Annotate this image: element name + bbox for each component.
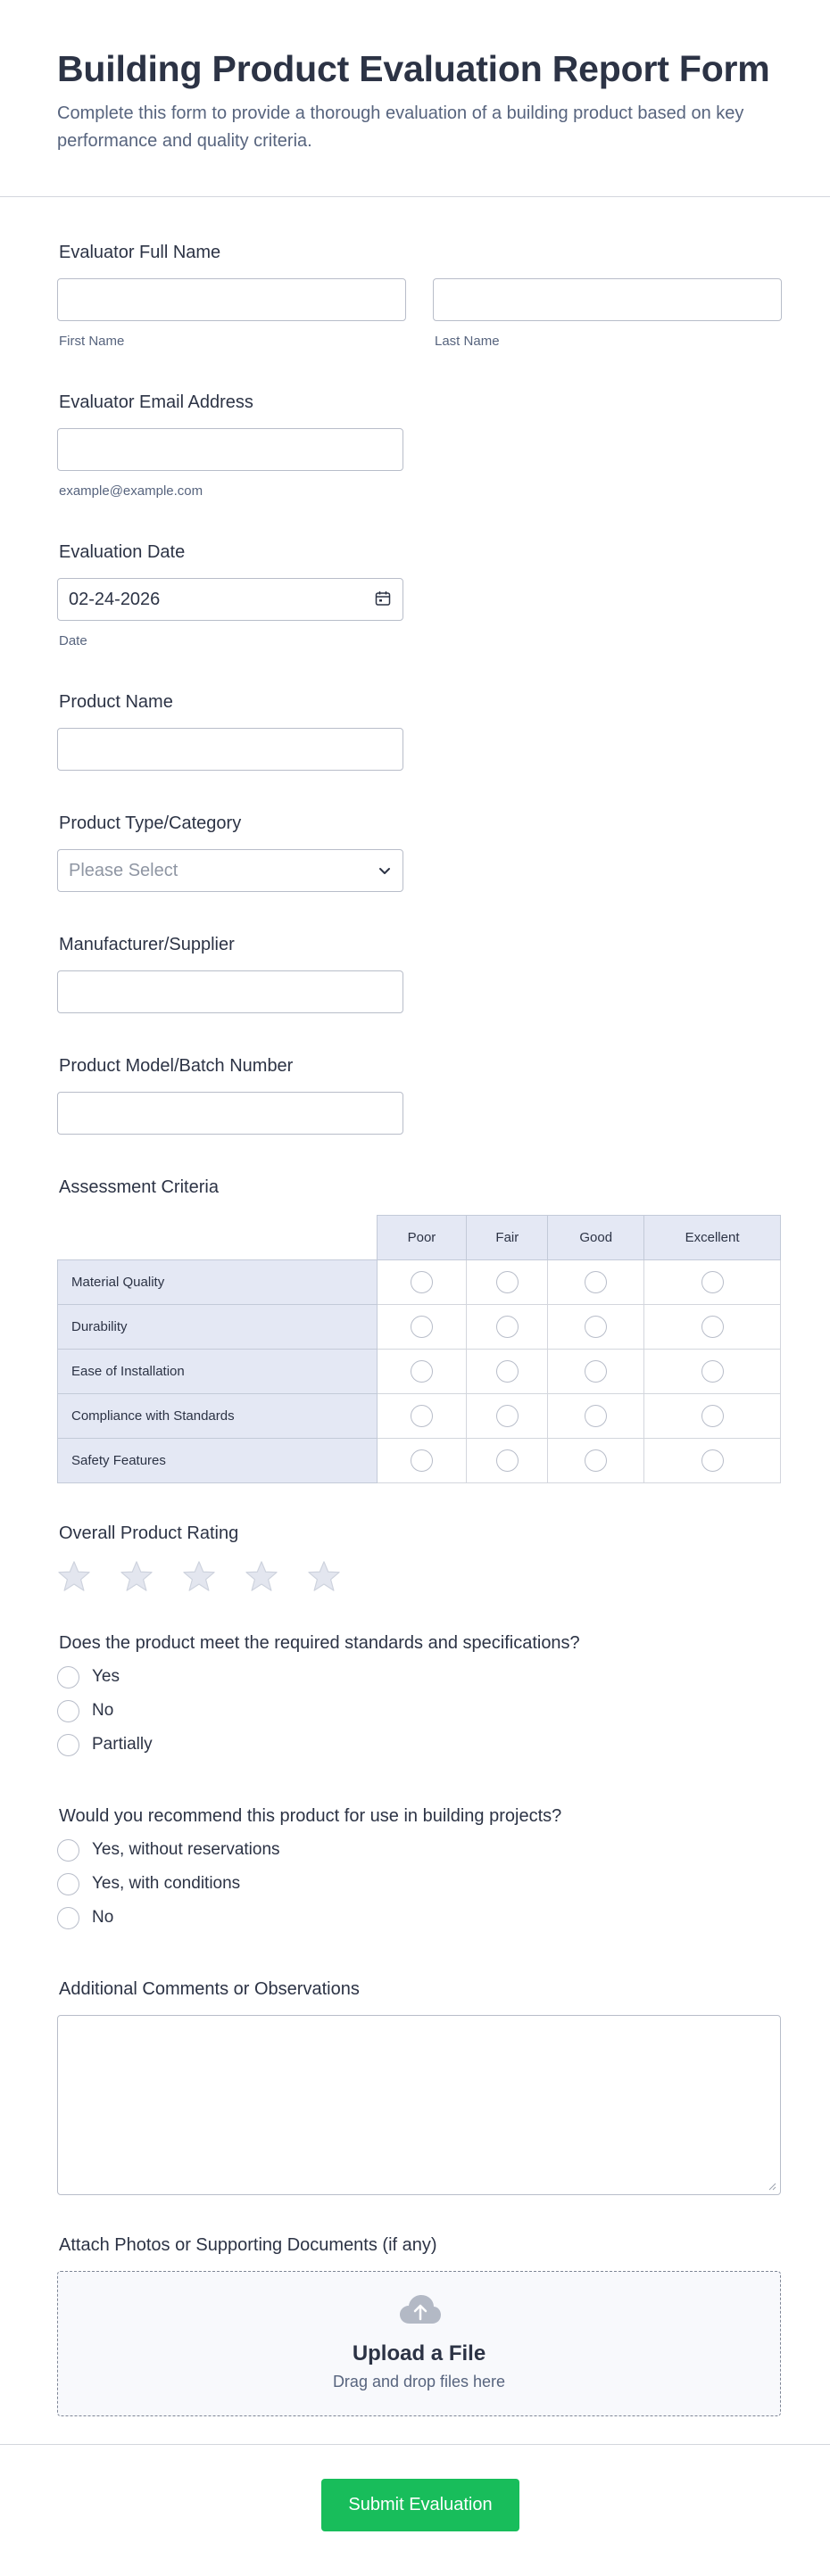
option-label: Partially [92,1735,153,1754]
product-name-input[interactable] [57,728,403,771]
option-label: Yes, without reservations [92,1840,280,1859]
matrix-radio[interactable] [411,1360,433,1383]
manufacturer-field [57,933,403,1013]
calendar-icon[interactable] [375,590,391,607]
assessment-label: Assessment Criteria [59,1177,219,1197]
form-subtitle: Complete this form to provide a thorough evaluation of a building product based on key performance and quality criteria. [57,103,744,151]
radio-button[interactable] [57,1666,79,1688]
matrix-row [58,1394,781,1439]
matrix-row-label: Durability [58,1305,378,1350]
email-field [57,391,403,500]
recommend-option-without-reservations[interactable] [57,1833,561,1867]
evaluation-date-label: Evaluation Date [59,542,186,562]
matrix-row-label: Ease of Installation [58,1350,378,1394]
option-label: Yes, with conditions [92,1874,241,1893]
evaluation-date-field [57,541,403,649]
product-name-field [57,690,403,771]
chevron-down-icon [378,863,392,878]
model-batch-field [57,1054,403,1135]
standards-label: Does the product meet the required standards and specifications? [59,1633,580,1653]
matrix-radio[interactable] [585,1449,607,1472]
product-name-label: Product Name [59,692,173,712]
matrix-radio[interactable] [496,1316,519,1338]
recommend-options [57,1833,561,1935]
radio-button[interactable] [57,1839,79,1862]
product-type-select[interactable] [57,849,403,892]
product-type-placeholder: Please Select [69,861,178,880]
matrix-column-excellent: Excellent [644,1216,781,1260]
recommend-option-no[interactable] [57,1901,561,1935]
matrix-row-label: Material Quality [58,1260,378,1305]
first-name-sublabel: First Name [59,334,125,349]
matrix-radio[interactable] [585,1271,607,1293]
option-label: No [92,1701,114,1720]
option-label: No [92,1908,114,1927]
standards-field [57,1631,580,1762]
standards-options [57,1660,580,1762]
attachments-label: Attach Photos or Supporting Documents (if any) [59,2235,437,2255]
model-batch-input[interactable] [57,1092,403,1135]
upload-title: Upload a File [352,2341,486,2365]
matrix-radio[interactable] [496,1360,519,1383]
comments-label: Additional Comments or Observations [59,1979,360,1999]
star-rating [57,1559,341,1593]
form-header [0,0,830,197]
resize-grip-icon[interactable] [768,2182,776,2191]
matrix-radio[interactable] [411,1449,433,1472]
recommend-option-with-conditions[interactable] [57,1867,561,1901]
matrix-column-good: Good [548,1216,644,1260]
matrix-radio[interactable] [701,1271,724,1293]
matrix-radio[interactable] [411,1316,433,1338]
matrix-radio[interactable] [701,1316,724,1338]
manufacturer-label: Manufacturer/Supplier [59,935,235,954]
matrix-radio[interactable] [701,1449,724,1472]
product-type-field [57,812,403,892]
standards-option-partially[interactable] [57,1728,580,1762]
radio-button[interactable] [57,1907,79,1929]
matrix-row-label: Compliance with Standards [58,1394,378,1439]
upload-dropzone[interactable] [57,2271,781,2416]
submit-button[interactable]: Submit Evaluation [321,2479,519,2531]
star-icon[interactable] [245,1559,278,1593]
attachments-field [57,2233,781,2416]
rating-label: Overall Product Rating [59,1523,239,1543]
upload-subtitle: Drag and drop files here [332,2373,506,2390]
evaluation-date-input[interactable] [57,578,403,621]
matrix-row [58,1260,781,1305]
radio-button[interactable] [57,1734,79,1756]
email-sublabel: example@example.com [59,483,203,499]
matrix-column-fair: Fair [467,1216,548,1260]
star-icon[interactable] [120,1559,154,1593]
option-label: Yes [92,1667,120,1686]
matrix-row [58,1305,781,1350]
matrix-row [58,1350,781,1394]
standards-option-yes[interactable] [57,1660,580,1694]
cloud-upload-icon [398,2293,443,2327]
last-name-sublabel: Last Name [435,334,500,349]
radio-button[interactable] [57,1873,79,1895]
email-input[interactable] [57,428,403,471]
matrix-radio[interactable] [701,1360,724,1383]
matrix-row-label: Safety Features [58,1439,378,1483]
matrix-radio[interactable] [701,1405,724,1427]
matrix-column-poor: Poor [377,1216,467,1260]
evaluation-date-sublabel: Date [59,633,87,648]
recommend-field [57,1804,561,1935]
star-icon[interactable] [307,1559,341,1593]
matrix-radio[interactable] [585,1405,607,1427]
star-icon[interactable] [182,1559,216,1593]
recommend-label: Would you recommend this product for use in building projects? [59,1806,562,1826]
matrix-row [58,1439,781,1483]
assessment-matrix [57,1215,781,1483]
assessment-field [57,1176,219,1199]
matrix-radio[interactable] [411,1405,433,1427]
form-title: Building Product Evaluation Report Form [57,48,770,89]
manufacturer-input[interactable] [57,970,403,1013]
comments-textarea[interactable] [57,2015,781,2195]
matrix-radio[interactable] [585,1316,607,1338]
matrix-corner [58,1216,378,1260]
comments-field [57,1977,781,2195]
matrix-radio[interactable] [496,1449,519,1472]
first-name-input[interactable] [57,278,406,321]
evaluator-name-label: Evaluator Full Name [59,243,221,262]
radio-button[interactable] [57,1700,79,1722]
evaluator-name-field [57,241,782,350]
product-type-label: Product Type/Category [59,813,242,833]
matrix-radio[interactable] [411,1271,433,1293]
star-icon[interactable] [57,1559,91,1593]
last-name-input[interactable] [433,278,782,321]
email-label: Evaluator Email Address [59,392,253,412]
model-batch-label: Product Model/Batch Number [59,1056,294,1076]
matrix-radio[interactable] [496,1405,519,1427]
rating-field [57,1522,341,1593]
standards-option-no[interactable] [57,1694,580,1728]
matrix-radio[interactable] [496,1271,519,1293]
form-footer [0,2444,830,2576]
matrix-radio[interactable] [585,1360,607,1383]
